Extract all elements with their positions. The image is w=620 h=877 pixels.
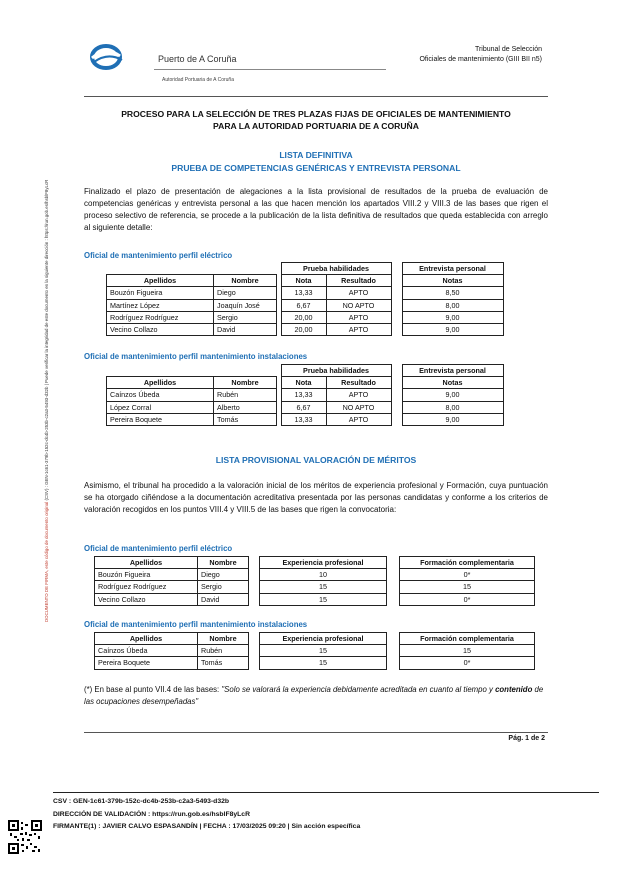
tribunal-line-1: Tribunal de Selección [474, 46, 542, 53]
cell-nota: 20,00 [281, 323, 326, 335]
column-gap [391, 413, 402, 425]
col-nombre: Nombre [214, 275, 277, 287]
cell-formacion: 0* [400, 593, 535, 605]
table-row [107, 413, 504, 425]
meritos-subtitle: LISTA PROVISIONAL VALORACIÓN DE MÉRITOS [215, 455, 417, 465]
cell-nombre: Rubén [198, 645, 249, 657]
footnote-quote-bold: contenido [495, 685, 533, 694]
cell-apellidos: Rodríguez Rodríguez [107, 311, 214, 323]
cell-nombre: Sergio [214, 311, 277, 323]
col-nombre: Nombre [198, 557, 249, 569]
table-row [107, 299, 504, 311]
page-number: Pág. 1 de 2 [508, 735, 545, 742]
table-row [107, 389, 504, 401]
col-experiencia: Experiencia profesional [260, 633, 387, 645]
cell-nombre: Sergio [198, 581, 249, 593]
col-apellidos: Apellidos [95, 557, 198, 569]
cell-nombre: David [198, 593, 249, 605]
column-gap [249, 645, 260, 657]
cell-experiencia: 15 [260, 581, 387, 593]
column-gap [387, 645, 400, 657]
cell-resultado: APTO [326, 311, 391, 323]
col-nombre: Nombre [214, 377, 277, 389]
cell-notas: 9,00 [402, 311, 503, 323]
meritos-heading-instalaciones: Oficial de mantenimiento perfil mantenimiento instalaciones [84, 620, 308, 629]
col-notas: Notas [402, 377, 503, 389]
column-gap [391, 389, 402, 401]
cell-formacion: 0* [400, 657, 535, 669]
footnote-prefix: (*) En base al punto VII.4 de las bases: [84, 685, 222, 694]
footer-csv: CSV : GEN-1c61-379b-152c-dc4b-253b-c2a3-5493-d32b [53, 798, 230, 805]
col-nombre: Nombre [198, 633, 249, 645]
meritos-heading-electrico: Oficial de mantenimiento perfil eléctrico [84, 544, 233, 553]
cell-notas: 8,00 [402, 401, 503, 413]
column-gap [249, 581, 260, 593]
intro-paragraph: Finalizado el plazo de presentación de alegaciones a la lista provisional de resultados de la prueba de evaluación de competencias genéricas y entrevista personal a las que hacen mención los apartados VIII.2 y VIII.3 de las bases que rigen el proceso selectivo de referencia, se procede a la publicación de la lista definitiva de resultados que queda establecida con arreglo al siguiente detalle: [84, 187, 548, 232]
table-row [95, 581, 535, 593]
cell-nota: 6,67 [281, 299, 326, 311]
cell-nombre: David [214, 323, 277, 335]
cell-notas: 8,00 [402, 299, 503, 311]
port-logo [90, 42, 300, 90]
header-divider [84, 96, 548, 97]
column-gap [391, 299, 402, 311]
cell-apellidos: Bouzón Figueira [107, 287, 214, 299]
cell-resultado: NO APTO [326, 401, 391, 413]
cell-formacion: 15 [400, 581, 535, 593]
cell-resultado: APTO [326, 413, 391, 425]
footnote [84, 684, 548, 708]
cell-apellidos: Bouzón Figueira [95, 569, 198, 581]
col-apellidos: Apellidos [95, 633, 198, 645]
cell-experiencia: 15 [260, 657, 387, 669]
cell-experiencia: 10 [260, 569, 387, 581]
table-row [107, 401, 504, 413]
col-prueba: Prueba habilidades [281, 365, 391, 377]
col-resultado: Resultado [326, 377, 391, 389]
results-table-electrico [106, 262, 504, 336]
cell-formacion: 15 [400, 645, 535, 657]
column-gap [391, 287, 402, 299]
title-line-1: PROCESO PARA LA SELECCIÓN DE TRES PLAZAS FIJAS DE OFICIALES DE MANTENIMIENTO [121, 109, 511, 119]
cell-apellidos: Pereira Boquete [107, 413, 214, 425]
cell-nombre: Rubén [214, 389, 277, 401]
cell-notas: 9,00 [402, 413, 503, 425]
document-title [84, 108, 548, 132]
section-heading-instalaciones: Oficial de mantenimiento perfil mantenimiento instalaciones [84, 352, 308, 361]
footer-validation[interactable]: DIRECCIÓN DE VALIDACIÓN : https://run.gob.es/hsblF8yLcR [53, 811, 250, 818]
col-resultado: Resultado [326, 275, 391, 287]
section-heading-electrico: Oficial de mantenimiento perfil eléctrico [84, 251, 233, 260]
cell-resultado: APTO [326, 287, 391, 299]
cell-nombre: Tomás [214, 413, 277, 425]
column-gap [249, 657, 260, 669]
col-entrevista: Entrevista personal [402, 263, 503, 275]
cell-nombre: Diego [198, 569, 249, 581]
col-experiencia: Experiencia profesional [260, 557, 387, 569]
column-gap [249, 593, 260, 605]
cell-apellidos: Vecino Collazo [95, 593, 198, 605]
col-formacion: Formación complementaria [400, 557, 535, 569]
col-nota: Nota [281, 275, 326, 287]
meritos-table-electrico [94, 556, 535, 606]
logo-subtitle: Autoridad Portuaria de A Coruña [162, 77, 234, 83]
column-gap [387, 657, 400, 669]
cell-nota: 13,33 [281, 287, 326, 299]
footer-divider [53, 792, 599, 793]
subtitle-line-1: LISTA DEFINITIVA [279, 150, 353, 160]
column-gap [387, 569, 400, 581]
cell-apellidos: López Corral [107, 401, 214, 413]
subtitle-line-2: PRUEBA DE COMPETENCIAS GENÉRICAS Y ENTREVISTA PERSONAL [171, 163, 461, 173]
col-notas: Notas [402, 275, 503, 287]
vertical-verification-text [44, 42, 49, 622]
column-gap [249, 569, 260, 581]
cell-nombre: Alberto [214, 401, 277, 413]
cell-nota: 20,00 [281, 311, 326, 323]
cell-notas: 9,00 [402, 323, 503, 335]
column-gap [387, 593, 400, 605]
cell-apellidos: Martínez López [107, 299, 214, 311]
cell-apellidos: Vecino Collazo [107, 323, 214, 335]
table-row [95, 657, 535, 669]
cell-apellidos: Rodríguez Rodríguez [95, 581, 198, 593]
column-gap [391, 323, 402, 335]
footnote-quote-a: "Solo se valorará la experiencia debidamente acreditada en cuanto al tiempo y [221, 685, 496, 694]
cell-nombre: Joaquín José [214, 299, 277, 311]
vertical-text-black: (CSV) : GEN-1c61-379b-152c-dc4b-253b-c2a3-5493-d32b | Puede verificar la integridad de este documento en la siguiente dirección : https://run.gob.es/hsblF8yLcR [44, 179, 49, 502]
table-row [107, 311, 504, 323]
cell-experiencia: 15 [260, 645, 387, 657]
vertical-text-red: DOCUMENTO DE FIRMA, este código de documento original [44, 501, 49, 622]
column-gap [387, 581, 400, 593]
meritos-table-instalaciones [94, 632, 535, 670]
port-logo-icon [90, 42, 150, 76]
cell-resultado: APTO [326, 323, 391, 335]
col-nota: Nota [281, 377, 326, 389]
table-row [95, 569, 535, 581]
title-line-2: PARA LA AUTORIDAD PORTUARIA DE A CORUÑA [213, 121, 419, 131]
cell-nota: 13,33 [281, 413, 326, 425]
cell-nombre: Tomás [198, 657, 249, 669]
cell-experiencia: 15 [260, 593, 387, 605]
col-prueba: Prueba habilidades [281, 263, 391, 275]
cell-notas: 8,50 [402, 287, 503, 299]
col-entrevista: Entrevista personal [402, 365, 503, 377]
table-row [95, 593, 535, 605]
logo-name: Puerto de A Coruña [158, 54, 237, 64]
table-row [107, 287, 504, 299]
cell-resultado: APTO [326, 389, 391, 401]
table-row [107, 323, 504, 335]
cell-nombre: Diego [214, 287, 277, 299]
meritos-paragraph: Asimismo, el tribunal ha procedido a la valoración inicial de los méritos de experiencia profesional y Formación, cuya puntuación se ha otorgado ciñéndose a la documentación acreditativa presentada por las personas candidatas y conforme a los criterios de valoración recogidos en los puntos VIII.4 y VIII.5 de las bases que rigen la convocatoria: [84, 481, 548, 514]
body-divider [84, 732, 548, 733]
table-row [95, 645, 535, 657]
cell-apellidos: Caínzos Úbeda [107, 389, 214, 401]
footnote-quote-b: de las ocupaciones desempeñadas" [84, 685, 544, 706]
footer-signer: FIRMANTE(1) : JAVIER CALVO ESPASANDÍN | FECHA : 17/03/2025 09:20 | Sin acción específica [53, 823, 361, 830]
tribunal-line-2: Oficiales de mantenimiento (GIII BII n5) [419, 56, 542, 63]
results-table-instalaciones [106, 364, 504, 426]
tribunal-header [419, 45, 542, 65]
cell-resultado: NO APTO [326, 299, 391, 311]
logo-divider [154, 69, 386, 70]
qr-code-graphic [8, 820, 42, 854]
col-formacion: Formación complementaria [400, 633, 535, 645]
col-apellidos: Apellidos [107, 377, 214, 389]
cell-nota: 13,33 [281, 389, 326, 401]
column-gap [391, 311, 402, 323]
col-apellidos: Apellidos [107, 275, 214, 287]
section-subtitle [84, 149, 548, 175]
cell-nota: 6,67 [281, 401, 326, 413]
cell-formacion: 0* [400, 569, 535, 581]
cell-notas: 9,00 [402, 389, 503, 401]
cell-apellidos: Pereira Boquete [95, 657, 198, 669]
cell-apellidos: Caínzos Úbeda [95, 645, 198, 657]
column-gap [391, 401, 402, 413]
qr-code-icon [8, 820, 42, 854]
